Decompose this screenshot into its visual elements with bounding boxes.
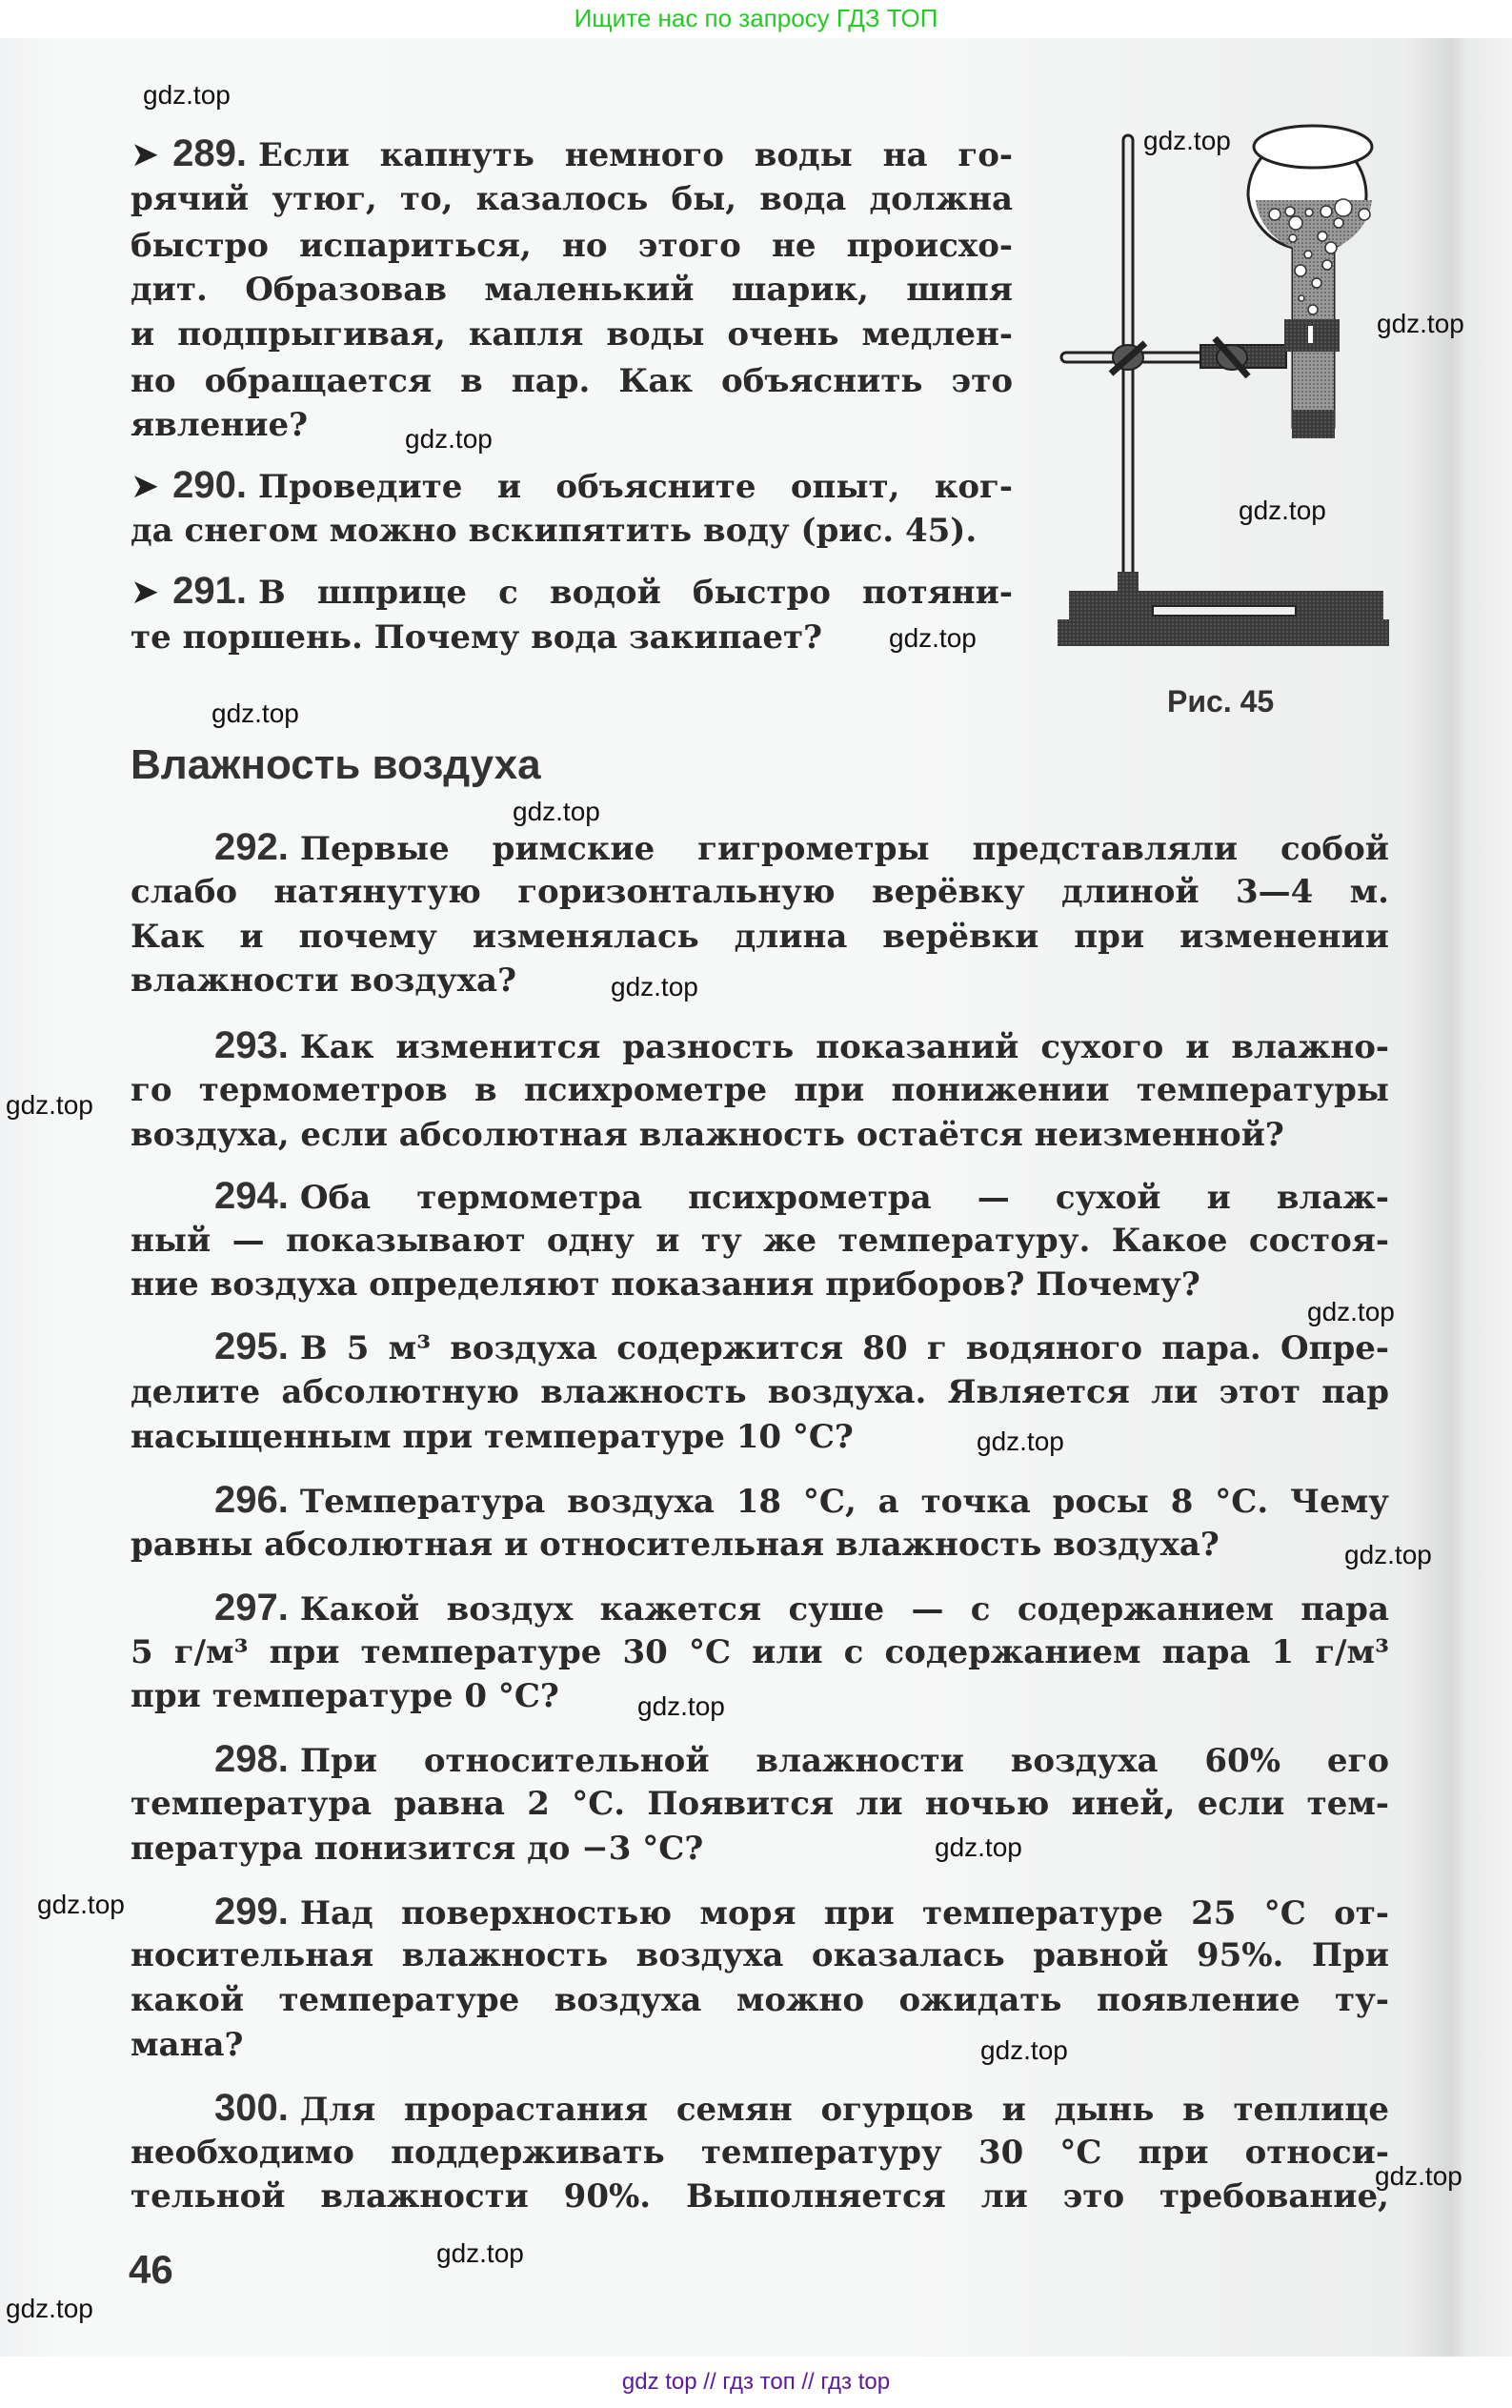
problem-first-line bbox=[214, 1478, 1389, 1523]
problem-text: равны абсолютная и относительная влажность воздуха? bbox=[131, 1526, 1220, 1564]
problem-text: Как и почему изменялась длина верёвки при изменении bbox=[131, 918, 1389, 956]
problem-text: мана? bbox=[131, 2026, 244, 2064]
problem-text: да снегом можно вскипятить воду (рис. 45). bbox=[131, 512, 978, 550]
problem-text: необходимо поддерживать температуру 30 °С при относи- bbox=[131, 2134, 1389, 2172]
problem-text: ный — показывают одну и ту же температуру. Какое состоя- bbox=[131, 1222, 1389, 1260]
problem-text: В 5 м³ воздуха содержится 80 г водяного пара. Опре- bbox=[299, 1329, 1389, 1367]
watermark-text: gdz.top bbox=[1344, 1540, 1432, 1569]
problem-number: 298. bbox=[214, 1738, 289, 1780]
problem-number: 294. bbox=[214, 1175, 289, 1217]
problem-line bbox=[131, 1113, 1389, 1158]
problem-text: при температуре 0 °С? bbox=[131, 1677, 559, 1715]
problem-number: 290. bbox=[172, 464, 248, 506]
problem-text: Оба термометра психрометра — сухой и влаж- bbox=[299, 1179, 1389, 1217]
problem-line bbox=[131, 1782, 1389, 1827]
problem-first-line bbox=[214, 1325, 1389, 1369]
problem-line bbox=[131, 1068, 1389, 1113]
watermark-text: gdz.top bbox=[513, 797, 600, 826]
problem-text: Для прорастания семян огурцов и дынь в теплице bbox=[299, 2091, 1389, 2129]
problem-text: носительная влажность воздуха оказалась равной 95%. При bbox=[131, 1936, 1389, 1974]
problem-text: тельной влажности 90%. Выполняется ли это требование, bbox=[131, 2177, 1389, 2216]
problem-line bbox=[131, 1978, 1389, 2023]
footer-links[interactable]: gdz top // гдз топ // гдз top bbox=[621, 2369, 891, 2395]
problem-text: явление? bbox=[131, 406, 309, 444]
problem-number: 295. bbox=[214, 1325, 289, 1367]
problem-text: Температура воздуха 18 °С, а точка росы 8 °С. Чему bbox=[299, 1483, 1389, 1521]
watermark-text: gdz.top bbox=[6, 1090, 93, 1120]
problem-line bbox=[131, 1523, 1389, 1568]
problem-text: делите абсолютную влажность воздуха. Является ли этот пар bbox=[131, 1373, 1389, 1411]
problem-line bbox=[131, 403, 1013, 448]
problem-text: те поршень. Почему вода закипает? bbox=[131, 618, 822, 657]
problem-line bbox=[131, 509, 1013, 554]
problem-text: Если капнуть немного воды на го- bbox=[258, 136, 1013, 174]
problem-text: быстро испариться, но этого не происхо- bbox=[131, 227, 1013, 265]
problem-line bbox=[131, 177, 1013, 222]
problem-line bbox=[131, 1370, 1389, 1415]
page-number: 46 bbox=[129, 2247, 173, 2292]
problem-text: Первые римские гигрометры представляли собой bbox=[299, 830, 1389, 868]
problem-line bbox=[131, 1263, 1389, 1307]
problem-number: 291. bbox=[172, 570, 248, 612]
problem-text: воздуха, если абсолютная влажность остаётся неизменной? bbox=[131, 1116, 1284, 1154]
problem-text: температура равна 2 °С. Появится ли ночью иней, если тем- bbox=[131, 1785, 1389, 1823]
watermark-text: gdz.top bbox=[6, 2294, 93, 2323]
figure-caption: Рис. 45 bbox=[1167, 684, 1275, 718]
problem-line bbox=[131, 2131, 1389, 2175]
problem-text: насыщенным при температуре 10 °С? bbox=[131, 1418, 854, 1456]
watermark-text: gdz.top bbox=[611, 972, 698, 1002]
problem-line bbox=[131, 959, 1389, 1003]
problem-number: 293. bbox=[214, 1024, 289, 1066]
watermark-text: gdz.top bbox=[1239, 496, 1326, 525]
problem-number: 297. bbox=[214, 1587, 289, 1629]
arrow-marker-icon: ➤ bbox=[131, 467, 160, 506]
arrow-marker-icon: ➤ bbox=[131, 573, 160, 612]
problem-text: какой температуре воздуха можно ожидать появление ту- bbox=[131, 1981, 1389, 2019]
watermark-text: gdz.top bbox=[1377, 309, 1464, 338]
watermark-text: gdz.top bbox=[1375, 2161, 1462, 2191]
problem-line bbox=[131, 2023, 1389, 2068]
problem-number: 292. bbox=[214, 826, 289, 868]
problem-number: 300. bbox=[214, 2087, 289, 2129]
problem-line bbox=[131, 313, 1013, 357]
watermark-text: gdz.top bbox=[405, 424, 493, 454]
problem-text: го термометров в психрометре при понижении температуры bbox=[131, 1071, 1389, 1109]
problem-text: рячий утюг, то, казалось бы, вода должна bbox=[131, 180, 1013, 218]
problem-line bbox=[131, 2175, 1389, 2219]
problem-first-line bbox=[214, 1737, 1389, 1782]
arrow-marker-icon: ➤ bbox=[131, 135, 160, 174]
flask bbox=[1248, 126, 1372, 438]
watermark-text: gdz.top bbox=[935, 1832, 1022, 1862]
problem-text: дит. Образовав маленький шарик, шипя bbox=[131, 271, 1013, 309]
problem-text: но обращается в пар. Как объяснить это bbox=[131, 362, 1013, 400]
problem-number: 296. bbox=[214, 1479, 289, 1521]
problem-text: слабо натянутую горизонтальную верёвку длиной 3—4 м. bbox=[131, 873, 1389, 911]
problem-first-line bbox=[214, 1586, 1389, 1630]
snow-cap bbox=[1254, 126, 1372, 168]
problem-line bbox=[131, 1630, 1389, 1675]
problem-text: Проведите и объясните опыт, ког- bbox=[258, 468, 1013, 506]
problem-number: 299. bbox=[214, 1891, 289, 1932]
watermark-text: gdz.top bbox=[37, 1890, 125, 1919]
watermark-text: gdz.top bbox=[1143, 126, 1231, 155]
problem-text: влажности воздуха? bbox=[131, 961, 516, 1000]
problem-first-line bbox=[214, 825, 1389, 870]
problem-line bbox=[131, 616, 1013, 660]
problem-text: Как изменится разность показаний сухого и влажно- bbox=[299, 1028, 1389, 1066]
stopper bbox=[1292, 410, 1335, 438]
section-heading: Влажность воздуха bbox=[131, 741, 541, 788]
problem-first-line bbox=[214, 1890, 1389, 1934]
problem-text: Какой воздух кажется суше — с содержанием пара bbox=[299, 1590, 1389, 1629]
figure-45-boiling-flask bbox=[1058, 124, 1401, 658]
problem-first-line bbox=[131, 463, 1013, 508]
problem-line bbox=[131, 359, 1013, 404]
problem-line bbox=[131, 1415, 1389, 1460]
problem-line bbox=[131, 1674, 1389, 1719]
problem-first-line bbox=[131, 132, 1013, 176]
problem-line bbox=[131, 268, 1013, 313]
problem-line bbox=[131, 1827, 1389, 1872]
problem-line bbox=[131, 1219, 1389, 1264]
watermark-text: gdz.top bbox=[436, 2238, 524, 2268]
problem-text: 5 г/м³ при температуре 30 °С или с содержанием пара 1 г/м³ bbox=[131, 1633, 1389, 1671]
watermark-text: gdz.top bbox=[212, 698, 299, 728]
problem-text: При относительной влажности воздуха 60% его bbox=[299, 1742, 1389, 1780]
problem-line bbox=[131, 870, 1389, 915]
problem-text: и подпрыгивая, капля воды очень медлен- bbox=[131, 315, 1013, 354]
problem-line bbox=[131, 224, 1013, 269]
problem-text: пература понизится до −3 °С? bbox=[131, 1830, 704, 1868]
problem-first-line bbox=[214, 1174, 1389, 1219]
problem-first-line bbox=[214, 1023, 1389, 1068]
problem-number: 289. bbox=[172, 132, 248, 174]
problem-first-line bbox=[214, 2086, 1389, 2131]
problem-text: В шприце с водой быстро потяни- bbox=[258, 574, 1013, 612]
watermark-text: gdz.top bbox=[1307, 1297, 1395, 1326]
problem-line bbox=[131, 1933, 1389, 1978]
problem-text: Над поверхностью моря при температуре 25 °С от- bbox=[299, 1894, 1389, 1932]
problem-text: ние воздуха определяют показания приборов? Почему? bbox=[131, 1265, 1200, 1304]
watermark-text: gdz.top bbox=[637, 1691, 725, 1721]
search-banner[interactable]: Ищите нас по запросу ГДЗ ТОП bbox=[574, 4, 938, 32]
problem-line bbox=[131, 915, 1389, 960]
problem-first-line bbox=[131, 569, 1013, 614]
watermark-text: gdz.top bbox=[889, 623, 977, 653]
watermark-text: gdz.top bbox=[143, 80, 231, 110]
watermark-text: gdz.top bbox=[980, 2035, 1068, 2065]
watermark-text: gdz.top bbox=[977, 1427, 1064, 1456]
